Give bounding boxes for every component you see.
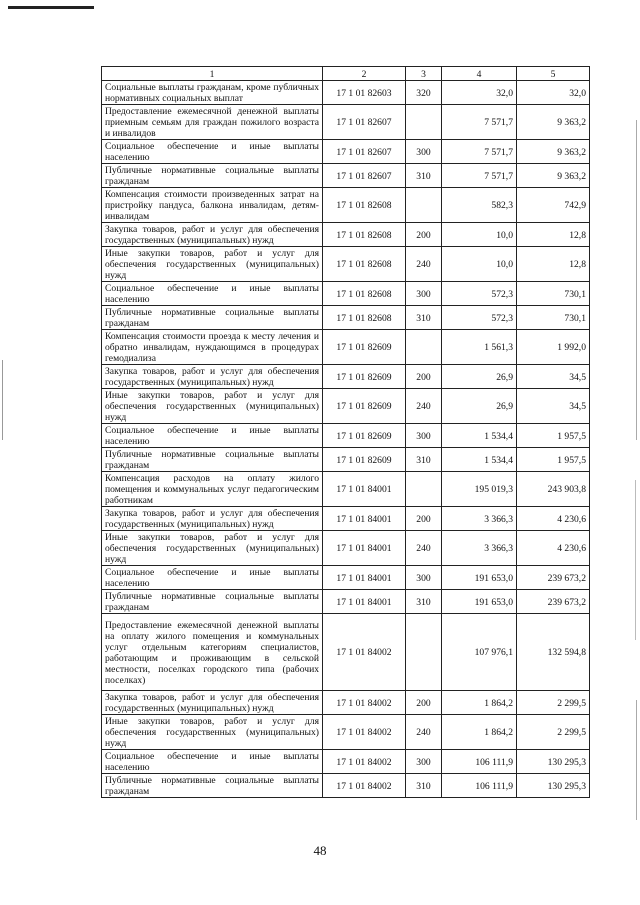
table-row [102,531,590,566]
table-row [102,223,590,247]
row-name: Иные закупки товаров, работ и услуг для обеспечения государственных (муниципальных) нужд [102,715,323,750]
row-code: 17 1 01 82603 [323,81,406,105]
row-value-2023: 1 561,3 [442,330,517,365]
row-code: 17 1 01 84001 [323,566,406,590]
column-header: 5 [517,67,590,81]
row-value-2023: 26,9 [442,389,517,424]
row-value-2024: 34,5 [517,389,590,424]
row-expense-type [406,614,442,691]
row-expense-type: 310 [406,774,442,798]
row-code: 17 1 01 84001 [323,507,406,531]
row-value-2023: 572,3 [442,306,517,330]
row-expense-type: 300 [406,140,442,164]
table-row [102,448,590,472]
row-expense-type: 240 [406,389,442,424]
row-name: Социальное обеспечение и иные выплаты населению [102,282,323,306]
row-value-2024: 132 594,8 [517,614,590,691]
row-value-2023: 1 534,4 [442,424,517,448]
row-value-2023: 572,3 [442,282,517,306]
table-row [102,330,590,365]
row-code: 17 1 01 84002 [323,715,406,750]
row-name: Социальное обеспечение и иные выплаты населению [102,424,323,448]
row-name: Социальное обеспечение и иные выплаты населению [102,750,323,774]
column-header: 4 [442,67,517,81]
row-code: 17 1 01 84002 [323,774,406,798]
row-value-2023: 26,9 [442,365,517,389]
table-row [102,774,590,798]
row-name: Публичные нормативные социальные выплаты гражданам [102,164,323,188]
row-value-2024: 1 992,0 [517,330,590,365]
row-value-2023: 107 976,1 [442,614,517,691]
row-expense-type: 200 [406,507,442,531]
row-code: 17 1 01 84002 [323,691,406,715]
row-code: 17 1 01 82608 [323,247,406,282]
row-name: Публичные нормативные социальные выплаты гражданам [102,774,323,798]
row-value-2023: 7 571,7 [442,140,517,164]
row-value-2024: 9 363,2 [517,105,590,140]
row-expense-type: 200 [406,223,442,247]
scan-edge-mark [636,700,637,820]
column-header: 3 [406,67,442,81]
row-value-2024: 742,9 [517,188,590,223]
row-expense-type: 300 [406,566,442,590]
table-row [102,188,590,223]
row-code: 17 1 01 82607 [323,164,406,188]
row-value-2024: 130 295,3 [517,750,590,774]
row-code: 17 1 01 84001 [323,590,406,614]
row-value-2024: 12,8 [517,223,590,247]
row-value-2024: 239 673,2 [517,566,590,590]
budget-table [101,66,590,798]
row-expense-type: 240 [406,247,442,282]
row-value-2023: 582,3 [442,188,517,223]
table-row [102,507,590,531]
row-value-2023: 195 019,3 [442,472,517,507]
row-value-2023: 1 864,2 [442,715,517,750]
row-name: Компенсация расходов на оплату жилого помещения и коммунальных услуг педагогическим работникам [102,472,323,507]
row-value-2023: 3 366,3 [442,531,517,566]
row-expense-type: 240 [406,531,442,566]
table-row [102,691,590,715]
row-name: Предоставление ежемесячной денежной выплаты на оплату жилого помещения и коммунальных услуг отдельным категориям специалистов, работающим и проживающим в сельской местности, поселках городского типа (рабочих поселках) [102,614,323,691]
row-value-2023: 106 111,9 [442,750,517,774]
row-name: Иные закупки товаров, работ и услуг для обеспечения государственных (муниципальных) нужд [102,389,323,424]
row-name: Иные закупки товаров, работ и услуг для обеспечения государственных (муниципальных) нужд [102,531,323,566]
row-value-2024: 9 363,2 [517,140,590,164]
table-row [102,566,590,590]
column-header: 1 [102,67,323,81]
row-code: 17 1 01 82609 [323,389,406,424]
row-value-2023: 3 366,3 [442,507,517,531]
row-code: 17 1 01 84001 [323,531,406,566]
row-name: Иные закупки товаров, работ и услуг для обеспечения государственных (муниципальных) нужд [102,247,323,282]
scan-artifact-bar [8,6,94,9]
row-value-2023: 191 653,0 [442,590,517,614]
table-row [102,306,590,330]
row-name: Социальное обеспечение и иные выплаты населению [102,566,323,590]
row-value-2024: 730,1 [517,282,590,306]
row-name: Публичные нормативные социальные выплаты гражданам [102,448,323,472]
row-code: 17 1 01 82608 [323,223,406,247]
row-name: Закупка товаров, работ и услуг для обеспечения государственных (муниципальных) нужд [102,691,323,715]
row-value-2024: 9 363,2 [517,164,590,188]
table-row [102,424,590,448]
row-expense-type [406,188,442,223]
column-header: 2 [323,67,406,81]
page-number: 48 [313,843,327,858]
row-value-2024: 12,8 [517,247,590,282]
row-name: Закупка товаров, работ и услуг для обеспечения государственных (муниципальных) нужд [102,223,323,247]
table-row [102,365,590,389]
row-name: Компенсация стоимости произведенных затрат на пристройку пандуса, балкона инвалидам, детям-инвалидам [102,188,323,223]
table-row [102,472,590,507]
row-expense-type [406,330,442,365]
table-row [102,614,590,691]
row-value-2023: 191 653,0 [442,566,517,590]
scan-edge-mark [636,120,637,440]
row-expense-type [406,105,442,140]
row-name: Социальное обеспечение и иные выплаты населению [102,140,323,164]
row-code: 17 1 01 82608 [323,306,406,330]
row-value-2023: 32,0 [442,81,517,105]
row-name: Закупка товаров, работ и услуг для обеспечения государственных (муниципальных) нужд [102,365,323,389]
row-expense-type: 200 [406,691,442,715]
row-code: 17 1 01 82608 [323,188,406,223]
row-expense-type [406,472,442,507]
table-row [102,715,590,750]
row-name: Закупка товаров, работ и услуг для обеспечения государственных (муниципальных) нужд [102,507,323,531]
table-row [102,247,590,282]
row-expense-type: 200 [406,365,442,389]
row-value-2024: 1 957,5 [517,448,590,472]
row-value-2023: 1 864,2 [442,691,517,715]
row-value-2023: 7 571,7 [442,105,517,140]
row-code: 17 1 01 82608 [323,282,406,306]
row-code: 17 1 01 82609 [323,365,406,389]
table-row [102,282,590,306]
table-row [102,105,590,140]
row-name: Предоставление ежемесячной денежной выплаты приемным семьям для граждан пожилого возраста и инвалидов [102,105,323,140]
row-value-2023: 1 534,4 [442,448,517,472]
table-row [102,81,590,105]
table-row [102,750,590,774]
row-value-2024: 243 903,8 [517,472,590,507]
row-code: 17 1 01 84002 [323,750,406,774]
row-expense-type: 320 [406,81,442,105]
table-row [102,164,590,188]
row-code: 17 1 01 82607 [323,140,406,164]
row-expense-type: 310 [406,590,442,614]
row-expense-type: 300 [406,750,442,774]
row-value-2024: 2 299,5 [517,715,590,750]
row-code: 17 1 01 82609 [323,330,406,365]
row-code: 17 1 01 82607 [323,105,406,140]
row-name: Публичные нормативные социальные выплаты гражданам [102,590,323,614]
row-name: Компенсация стоимости проезда к месту лечения и обратно инвалидам, нуждающимся в процедурах гемодиализа [102,330,323,365]
row-value-2024: 130 295,3 [517,774,590,798]
row-value-2023: 10,0 [442,223,517,247]
row-expense-type: 240 [406,715,442,750]
row-code: 17 1 01 82609 [323,424,406,448]
row-name: Социальные выплаты гражданам, кроме публичных нормативных социальных выплат [102,81,323,105]
row-code: 17 1 01 82609 [323,448,406,472]
row-code: 17 1 01 84002 [323,614,406,691]
row-value-2024: 32,0 [517,81,590,105]
row-value-2023: 7 571,7 [442,164,517,188]
row-expense-type: 300 [406,282,442,306]
scan-edge-mark [2,360,3,440]
table-header-row [102,67,590,81]
row-value-2024: 34,5 [517,365,590,389]
row-expense-type: 310 [406,448,442,472]
scan-edge-mark [635,480,636,640]
row-name: Публичные нормативные социальные выплаты гражданам [102,306,323,330]
row-code: 17 1 01 84001 [323,472,406,507]
row-value-2024: 4 230,6 [517,531,590,566]
row-value-2024: 1 957,5 [517,424,590,448]
row-value-2024: 2 299,5 [517,691,590,715]
row-value-2023: 10,0 [442,247,517,282]
row-value-2024: 730,1 [517,306,590,330]
row-value-2024: 239 673,2 [517,590,590,614]
table-row [102,389,590,424]
table-row [102,590,590,614]
row-expense-type: 300 [406,424,442,448]
table-row [102,140,590,164]
row-value-2024: 4 230,6 [517,507,590,531]
row-value-2023: 106 111,9 [442,774,517,798]
row-expense-type: 310 [406,164,442,188]
row-expense-type: 310 [406,306,442,330]
